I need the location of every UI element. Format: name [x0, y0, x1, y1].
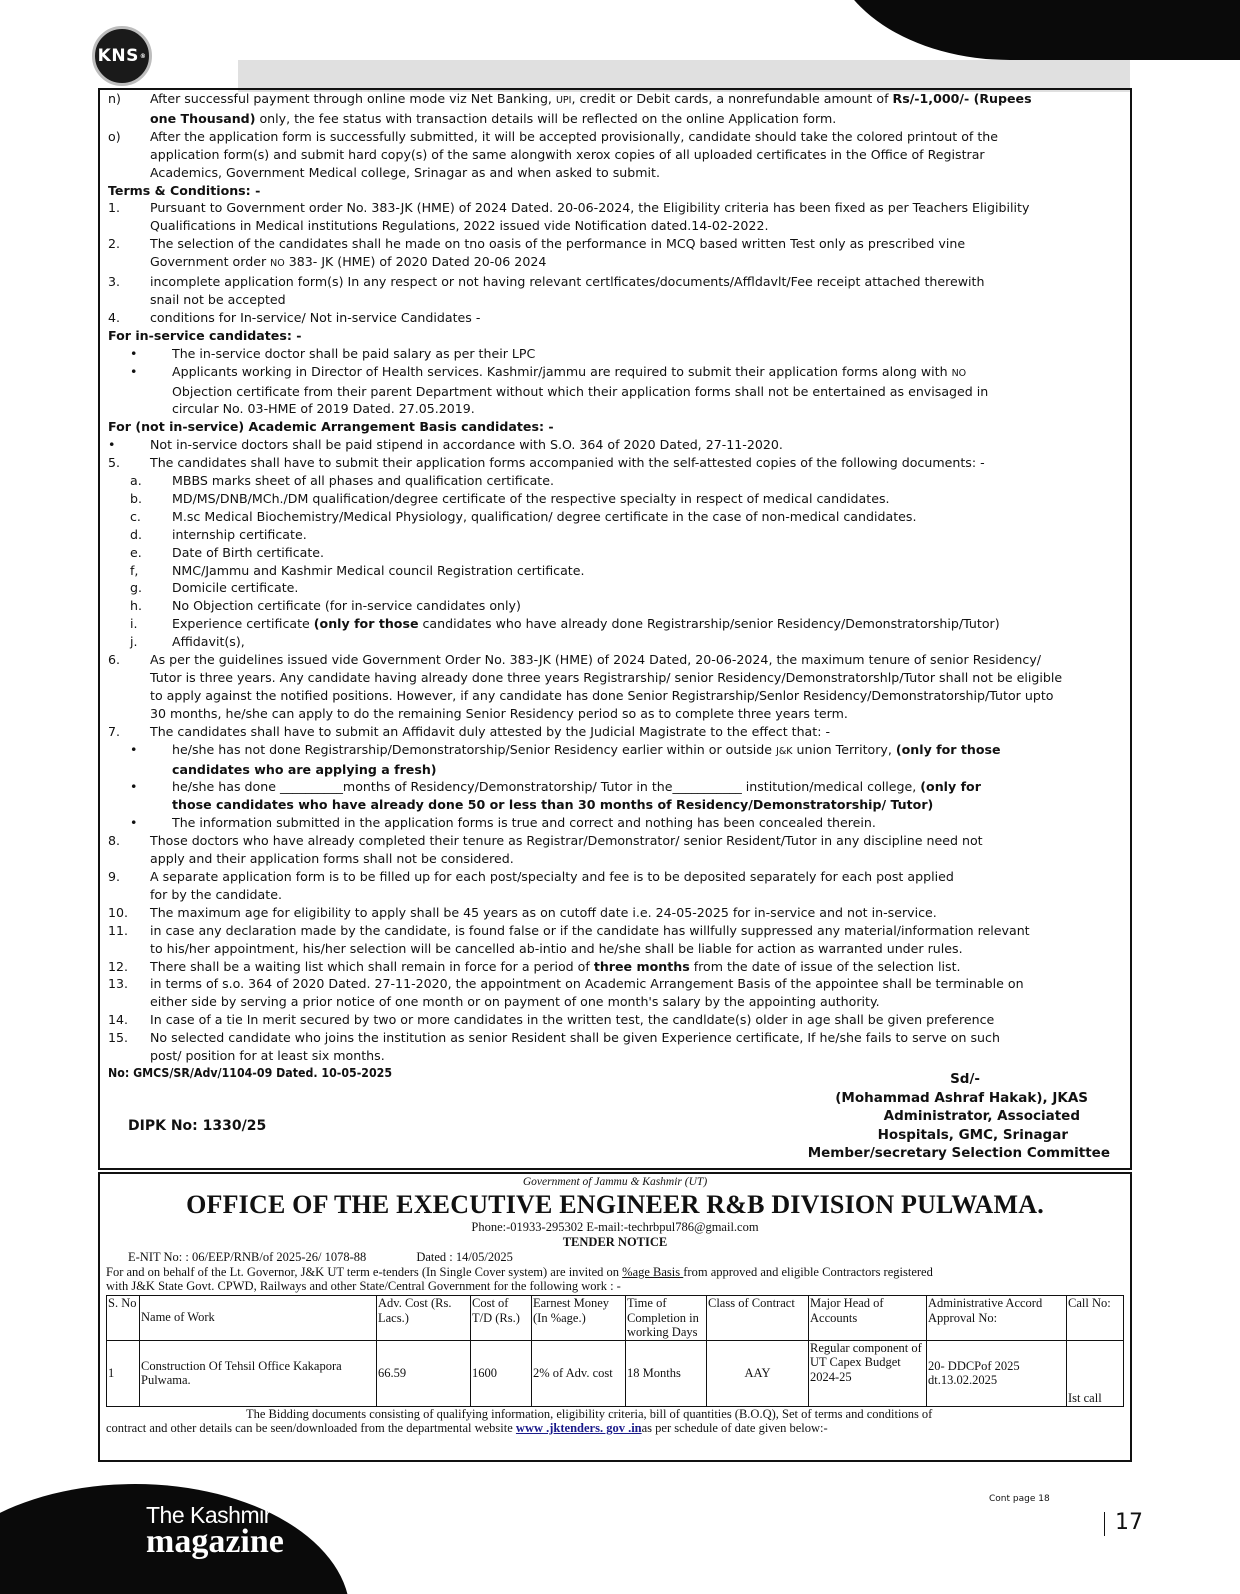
article-line: • Applicants working in Director of Health services. Kashmir/jammu are required to submit their application forms along with NO: [130, 363, 967, 379]
article-line: 13. in terms of s.o. 364 of 2020 Dated. 27-11-2020, the appointment on Academic Arrangement Basis of the appointee shall be terminable on: [108, 976, 1024, 992]
article-line: j. Affidavit(s),: [130, 634, 245, 650]
table-row: 1 Construction Of Tehsil Office Kakapora Pulwama. 66.59 1600 2% of Adv. cost 18 Months AAY Regular component of UT Capex Budget 2024-25 20- DDCPof 2025 dt.13.02.2025 Ist call: [107, 1340, 1124, 1406]
magazine-logo: The Kashmir magazine: [146, 1502, 284, 1560]
tender-intro: For and on behalf of the Lt. Governor, J&K UT term e-tenders (In Single Cover system) are invited on %age Basis from approved and eligible Contractors registered with J&K State Govt. CPWD, Railways and other State/Central Government for the following work : -: [106, 1265, 933, 1293]
page-number-divider: [1104, 1512, 1105, 1536]
tender-office-title: OFFICE OF THE EXECUTIVE ENGINEER R&B DIVISION PULWAMA.: [186, 1190, 1044, 1219]
reference-number: No: GMCS/SR/Adv/1104-09 Dated. 10-05-2025: [108, 1065, 393, 1080]
continued-note: Cont page 18: [989, 1494, 1050, 1504]
article-line: 14. In case of a tie In merit secured by two or more candidates in the written test, the candldate(s) older in age shall be given preference: [108, 1012, 995, 1028]
article-line: c. M.sc Medical Biochemistry/Medical Physiology, qualification/ degree certificate in the case of non-medical candidates.: [130, 508, 917, 524]
article-line: either side by serving a prior notice of one month or on payment of one month's salary by the appointing authority.: [150, 994, 880, 1010]
article-line: g. Domicile certificate.: [130, 580, 299, 596]
tender-notice-heading: TENDER NOTICE: [562, 1235, 668, 1249]
article-line: 5. The candidates shall have to submit their application forms accompanied with the self-attested copies of the following documents: -: [108, 455, 985, 471]
article-line: circular No. 03-HME of 2019 Dated. 27.05.2019.: [172, 401, 475, 417]
sd-mark: Sd/-: [950, 1071, 980, 1087]
contact-line: Phone:-01933-295302 E-mail:-techrbpul786@gmail.com: [471, 1220, 759, 1234]
signatory-name: (Mohammad Ashraf Hakak), JKAS: [835, 1089, 1088, 1106]
tender-notice: [98, 1172, 1132, 1462]
article-line: Academics, Government Medical college, Srinagar as and when asked to submit.: [150, 164, 660, 180]
article-line: for by the candidate.: [150, 886, 282, 902]
tender-footer-text: The Bidding documents consisting of qualifying information, eligibility criteria, bill of quantities (B.O.Q), Set of terms and conditions of contract and other details can be seen/downloaded from the departmental website www .jktenders. gov .inas per schedule of date given below:-: [106, 1406, 933, 1435]
kns-logo: KNS ®: [92, 26, 152, 86]
article-line: 3. incomplete application form(s) In any respect or not having relevant certlficates/documents/Affldavlt/Fee receipt attached therewith: [108, 274, 985, 290]
page-number: 17: [1115, 1510, 1143, 1535]
enit-line: [128, 1250, 1130, 1265]
article-line: b. MD/MS/DNB/MCh./DM qualification/degree certificate of the respective specialty in respect of medical candidates.: [130, 490, 890, 506]
article-line: • he/she has not done Registrarship/Demonstratorship/Senior Residency earlier within or outside J&K union Territory, (only for those: [130, 741, 1001, 757]
article-line: to apply against the notified positions. However, if any candidate has done Senior Registrarship/Senlor Residency/Demonstratorship/Tutor upto: [150, 687, 1054, 703]
tender-table: [106, 1295, 1124, 1407]
signatory-title-2: Hospitals, GMC, Srinagar: [877, 1126, 1068, 1143]
article-line: a. MBBS marks sheet of all phases and qualification certificate.: [130, 473, 554, 489]
article-line: 6. As per the guidelines issued vide Government Order No. 383-JK (HME) of 2024 Dated, 20-06-2024, the maximum tenure of senior Residency/: [108, 652, 1042, 668]
article-line: For in-service candidates: -: [108, 327, 302, 343]
article-line: Qualifications in Medical institutions Regulations, 2022 issued vide Notification dated.14-02-2022.: [150, 218, 769, 234]
signature-block: [808, 1070, 1110, 1163]
article-line: Objection certificate from their parent Department without which their application forms shall not be entertained as envisaged in: [172, 383, 989, 399]
article-line: Government order NO 383- JK (HME) of 2020 Dated 20-06 2024: [150, 254, 547, 270]
article-line: e. Date of Birth certificate.: [130, 544, 325, 560]
article-line: f, NMC/Jammu and Kashmir Medical council Registration certificate.: [130, 562, 585, 578]
article-line: o) After the application form is successfully submitted, it will be accepted provisionally, candidate should take the colored printout of the: [108, 128, 998, 144]
government-line: Government of Jammu & Kashmir (UT): [522, 1176, 708, 1188]
article-line: n) After successful payment through online mode viz Net Banking, UPI, credit or Debit cards, a nonrefundable amount of Rs/-1,000/- (Rupees: [108, 91, 1032, 106]
article-line: 9. A separate application form is to be filled up for each post/specialty and fee is to be deposited separately for each post applied: [108, 868, 954, 884]
article-line: h. No Objection certificate (for in-service candidates only): [130, 598, 521, 614]
article-line: 15. No selected candidate who joins the institution as senior Resident shall be given Experience certificate, If he/she fails to serve on such: [108, 1030, 1000, 1046]
article-line: 12. There shall be a waiting list which shall remain in force for a period of three months from the date of issue of the selection list.: [108, 958, 961, 974]
article-line: i. Experience certificate (only for those candidates who have already done Registrarship/senior Residency/Demonstratorship/Tutor): [130, 616, 1000, 632]
article-line: 1. Pursuant to Government order No. 383-JK (HME) of 2024 Dated. 20-06-2024, the Eligibility criteria has been fixed as per Teachers Eligibility: [108, 200, 1030, 216]
article-line: • Not in-service doctors shall be paid stipend in accordance with S.O. 364 of 2020 Dated, 27-11-2020.: [108, 437, 783, 453]
article-line: snail not be accepted: [150, 291, 286, 307]
article-line: 30 months, he/she can apply to do the remaining Senior Residency period so as to complete three years term.: [150, 705, 848, 721]
dipk-number: DIPK No: 1330/25: [128, 1118, 267, 1134]
article-line: • he/she has done __________months of Residency/Demonstratorship/ Tutor in the___________ institution/medical college, (only for: [130, 779, 981, 795]
top-right-decoration: [830, 0, 1240, 60]
article-line: 8. Those doctors who have already completed their tenure as Registrar/Demonstrator/ senior Resident/Tutor in any discipline need not: [108, 833, 983, 849]
tender-table-header: S. No Name of Work Adv. Cost (Rs. Lacs.) Cost of T/D (Rs.) Earnest Money (In %age.) Time of Completion in working Days Class of Contract Major Head of Accounts Administrative Accord Approval No: Call No:: [107, 1296, 1124, 1341]
article-line: 2. The selection of the candidates shall he made on tno oasis of the performance in MCQ based written Test only as prescribed vine: [108, 236, 966, 252]
article-line: • The in-service doctor shall be paid salary as per their LPC: [130, 345, 536, 361]
article-line: 10. The maximum age for eligibility to apply shall be 45 years as on cutoff date i.e. 24-05-2025 for in-service and not in-service.: [108, 904, 937, 920]
article-line: • The information submitted in the application forms is true and correct and nothing has been concealed therein.: [130, 815, 876, 831]
enit-date: Dated : 14/05/2025: [416, 1250, 513, 1264]
article-line: Tutor is three years. Any candidate having already done three years Registrarship/ senior Residency/Demonstratorshlp/Tutor shall not be eligible: [150, 670, 1063, 685]
article-line: d. internship certificate.: [130, 526, 307, 542]
article-line: candidates who are applying a fresh): [172, 761, 437, 777]
article-line: 4. conditions for In-service/ Not in-service Candidates -: [108, 309, 481, 325]
article-line: apply and their application forms shall not be considered.: [150, 851, 514, 867]
signatory-title-3: Member/secretary Selection Committee: [807, 1145, 1110, 1161]
signatory-title-1: Administrator, Associated: [883, 1108, 1080, 1124]
article-line: one Thousand) only, the fee status with transaction details will be reflected on the online Application form.: [150, 110, 837, 126]
enit-number: E-NIT No: : 06/EEP/RNB/of 2025-26/ 1078-88: [128, 1250, 367, 1264]
article-line: post/ position for at least six months.: [150, 1048, 385, 1064]
article-line: those candidates who have already done 50 or less than 30 months of Residency/Demonstratorship/ Tutor): [172, 797, 934, 813]
article-line: 7. The candidates shall have to submit an Affidavit duly attested by the Judicial Magistrate to the effect that: -: [108, 723, 831, 739]
article-line: to his/her appointment, his/her selection will be cancelled ab-intio and he/she shall be liable for action as warranted under rules.: [150, 940, 963, 956]
advertisement-article: [98, 88, 1132, 1170]
article-line: 11. in case any declaration made by the candidate, is found false or if the candidate has willfully suppressed any material/information relevant: [108, 922, 1030, 938]
article-lines: [108, 90, 1122, 1065]
article-line: For (not in-service) Academic Arrangement Basis candidates: -: [108, 419, 554, 435]
jktenders-link[interactable]: www .jktenders. gov .in: [515, 1421, 642, 1435]
article-line: Terms & Conditions: -: [108, 182, 261, 198]
article-line: application form(s) and submit hard copy(s) of the same alongwith xerox copies of all uploaded certificates in the Office of Registrar: [150, 146, 985, 162]
